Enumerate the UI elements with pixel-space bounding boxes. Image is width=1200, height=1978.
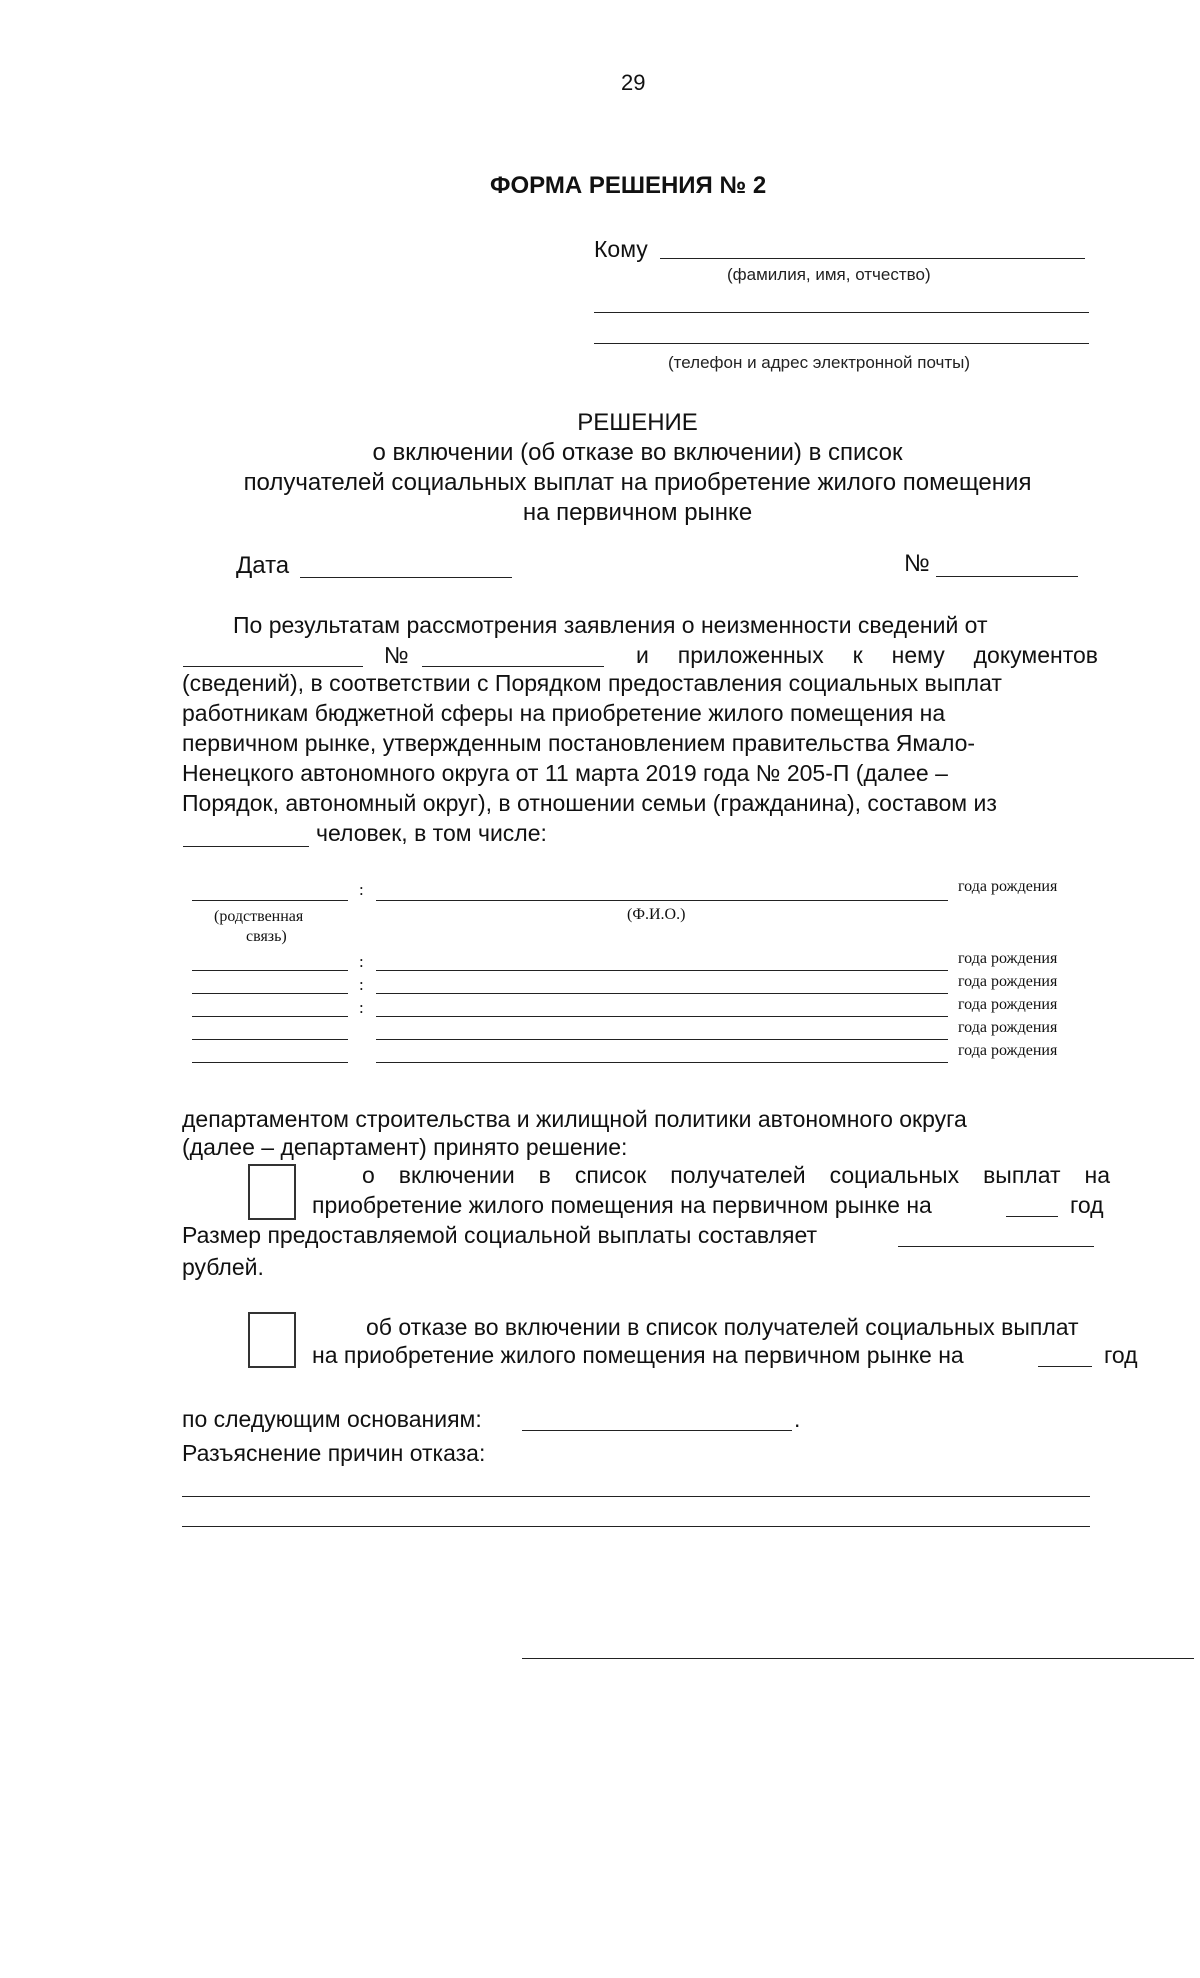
body-line-8: человек, в том числе:	[316, 820, 547, 846]
family-size-field[interactable]	[183, 846, 309, 847]
decision-heading-line-3: на первичном рынке	[522, 499, 753, 526]
member-fio-field[interactable]	[376, 1039, 948, 1040]
decision-heading-line-1: о включении (об отказе во включении) в список	[372, 439, 903, 466]
relation-caption-line-2: связь)	[246, 928, 287, 945]
member-fio-field[interactable]	[376, 1062, 948, 1063]
relation-field[interactable]	[192, 993, 348, 994]
date-field[interactable]	[300, 577, 512, 578]
member-fio-field[interactable]	[376, 900, 948, 901]
decision-heading-title: РЕШЕНИЕ	[577, 409, 698, 436]
include-year-field[interactable]	[1006, 1216, 1058, 1217]
relation-field[interactable]	[192, 900, 348, 901]
explain-field-1[interactable]	[182, 1496, 1090, 1497]
refuse-year-field[interactable]	[1038, 1366, 1092, 1367]
page-number: 29	[621, 70, 646, 95]
member-fio-field[interactable]	[376, 993, 948, 994]
addressee-contacts-caption: (телефон и адрес электронной почты)	[668, 353, 971, 372]
row-separator: :	[359, 998, 364, 1017]
statement-number-field[interactable]	[422, 666, 604, 667]
amount-field[interactable]	[898, 1246, 1094, 1247]
relation-field[interactable]	[192, 1062, 348, 1063]
body-line-5: первичном рынке, утвержденным постановлением правительства Ямало-	[182, 730, 976, 756]
grounds-end: .	[794, 1406, 801, 1432]
addressee-label: Кому	[594, 236, 648, 262]
body-line-4: работникам бюджетной сферы на приобретение жилого помещения на	[182, 700, 946, 726]
row-separator: :	[359, 880, 364, 899]
refuse-checkbox[interactable]	[248, 1312, 296, 1368]
decision-heading-line-2: получателей социальных выплат на приобретение жилого помещения	[243, 469, 1032, 496]
relation-caption-line-1: (родственная	[214, 908, 304, 925]
relation-field[interactable]	[192, 970, 348, 971]
body-line-3: (сведений), в соответствии с Порядком предоставления социальных выплат	[182, 670, 1002, 696]
addressee-fio-caption: (фамилия, имя, отчество)	[727, 265, 931, 284]
member-fio-field[interactable]	[376, 970, 948, 971]
form-title: ФОРМА РЕШЕНИЯ № 2	[490, 172, 767, 199]
include-option-line-1: о включении в список получателей социальных выплат на	[362, 1162, 1110, 1188]
addressee-fio-line[interactable]	[660, 258, 1085, 259]
birth-year-label: года рождения	[958, 1019, 1058, 1036]
include-option-line-2: приобретение жилого помещения на первичном рынке на	[312, 1192, 932, 1218]
explain-field-2[interactable]	[182, 1526, 1090, 1527]
grounds-field[interactable]	[522, 1430, 792, 1431]
signature-line[interactable]	[522, 1658, 1194, 1659]
birth-year-label: года рождения	[958, 878, 1058, 895]
relation-field[interactable]	[192, 1039, 348, 1040]
date-label: Дата	[236, 552, 290, 579]
birth-year-label: года рождения	[958, 1042, 1058, 1059]
body-number-sign: №	[384, 642, 409, 668]
number-field[interactable]	[936, 576, 1078, 577]
explain-label: Разъяснение причин отказа:	[182, 1440, 486, 1466]
refuse-option-line-2: на приобретение жилого помещения на первичном рынке на	[312, 1342, 964, 1368]
row-separator: :	[359, 952, 364, 971]
relation-field[interactable]	[192, 1016, 348, 1017]
decision-line-2: (далее – департамент) принято решение:	[182, 1134, 628, 1160]
birth-year-label: года рождения	[958, 950, 1058, 967]
body-line-6: Ненецкого автономного округа от 11 марта 2019 года № 205-П (далее –	[182, 760, 948, 786]
body-line-2: и приложенных к нему документов	[636, 642, 1098, 668]
body-line-1: По результатам рассмотрения заявления о неизменности сведений от	[233, 612, 988, 638]
refuse-year-unit: год	[1104, 1342, 1138, 1368]
amount-unit: рублей.	[182, 1254, 264, 1280]
birth-year-label: года рождения	[958, 996, 1058, 1013]
addressee-extra-line[interactable]	[594, 312, 1089, 313]
include-year-unit: год	[1070, 1192, 1104, 1218]
include-checkbox[interactable]	[248, 1164, 296, 1220]
row-separator: :	[359, 975, 364, 994]
amount-label: Размер предоставляемой социальной выплаты составляет	[182, 1222, 818, 1248]
decision-line-1: департаментом строительства и жилищной политики автономного округа	[182, 1106, 967, 1132]
refuse-option-line-1: об отказе во включении в список получателей социальных выплат	[366, 1314, 1079, 1340]
statement-date-field[interactable]	[183, 666, 363, 667]
body-line-7: Порядок, автономный округ), в отношении семьи (гражданина), составом из	[182, 790, 997, 816]
number-label: №	[904, 550, 930, 577]
birth-year-label: года рождения	[958, 973, 1058, 990]
member-fio-field[interactable]	[376, 1016, 948, 1017]
grounds-label: по следующим основаниям:	[182, 1406, 482, 1432]
fio-caption: (Ф.И.О.)	[627, 906, 686, 923]
decision-heading	[200, 408, 1075, 528]
addressee-contacts-line[interactable]	[594, 343, 1089, 344]
